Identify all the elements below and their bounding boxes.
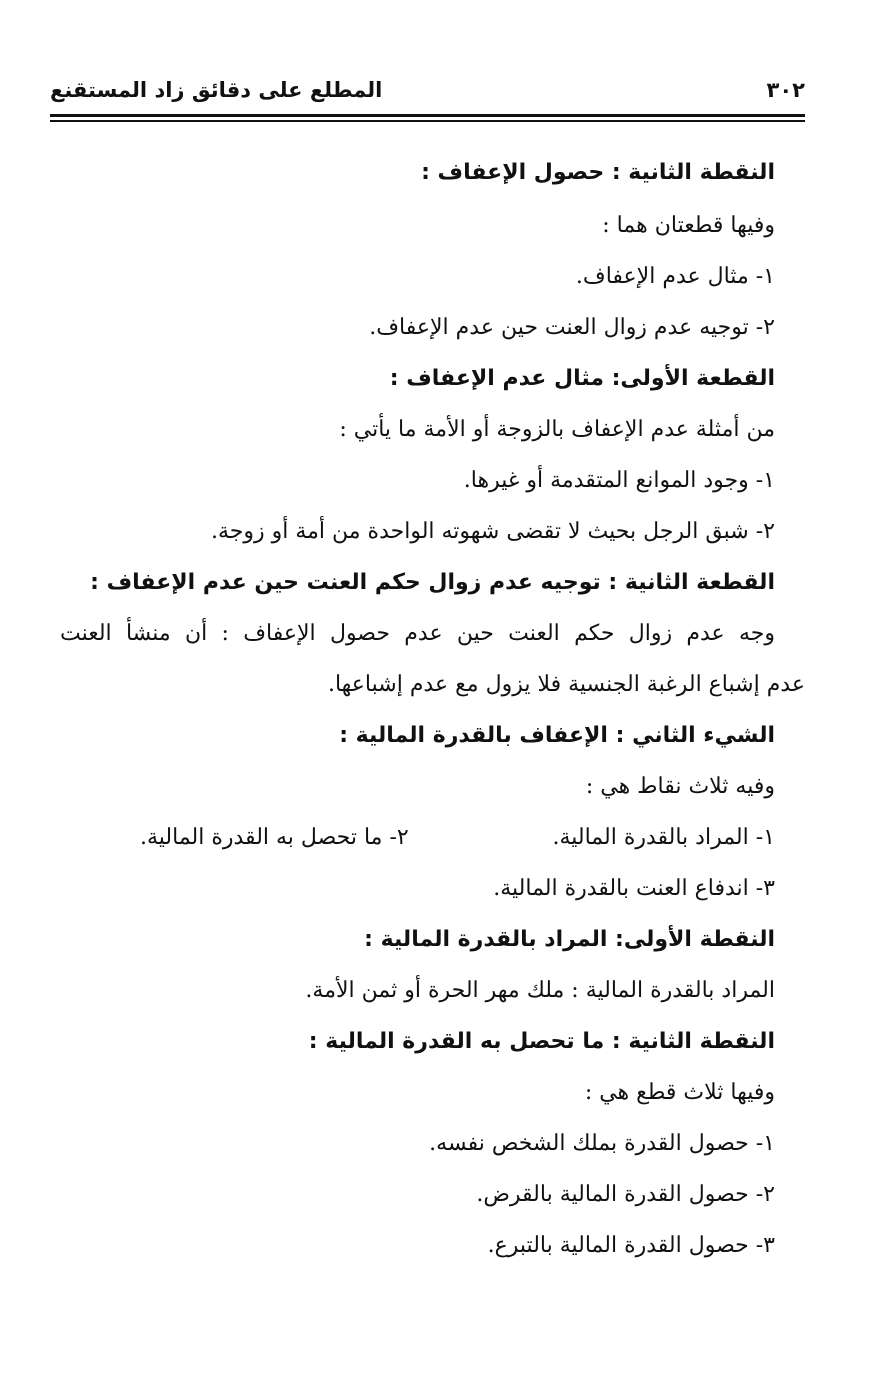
text-line: من أمثلة عدم الإعفاف بالزوجة أو الأمة ما يأتي : [339, 417, 775, 442]
text-line: وفيها ثلاث قطع هي : [584, 1080, 775, 1105]
text-line: ١- حصول القدرة بملك الشخص نفسه. [429, 1131, 775, 1156]
text-line: ٣- اندفاع العنت بالقدرة المالية. [493, 876, 775, 901]
text-line: عدم إشباع الرغبة الجنسية فلا يزول مع عدم إشباعها. [327, 672, 805, 697]
header-rule-thin [50, 120, 805, 122]
text-line: وفيها قطعتان هما : [602, 213, 775, 238]
text-line: ٢- شبق الرجل بحيث لا تقضى شهوته الواحدة من أمة أو زوجة. [210, 519, 775, 544]
text-line: وفيه ثلاث نقاط هي : [585, 774, 775, 799]
section-heading: النقطة الأولى: المراد بالقدرة المالية : [364, 927, 775, 952]
text-line: وجه عدم زوال حكم العنت حين عدم حصول الإعفاف : أن منشأ العنت [60, 621, 775, 646]
book-title: المطلع على دقائق زاد المستقنع [50, 78, 383, 102]
text-line: ٢- توجيه عدم زوال العنت حين عدم الإعفاف. [369, 315, 775, 340]
text-line: المراد بالقدرة المالية : ملك مهر الحرة أو ثمن الأمة. [305, 978, 775, 1003]
page-number: ٣٠٢ [766, 78, 805, 102]
text-line: ١- وجود الموانع المتقدمة أو غيرها. [463, 468, 775, 493]
section-heading: القطعة الأولى: مثال عدم الإعفاف : [389, 366, 775, 391]
section-heading: النقطة الثانية : ما تحصل به القدرة المالية : [308, 1029, 775, 1054]
text-line: ٢- حصول القدرة المالية بالقرض. [476, 1182, 775, 1207]
section-heading: القطعة الثانية : توجيه عدم زوال حكم العنت حين عدم الإعفاف : [90, 570, 775, 595]
header-rule-thick [50, 114, 805, 117]
text-line: ٣- حصول القدرة المالية بالتبرع. [487, 1233, 775, 1258]
text-line: ١- مثال عدم الإعفاف. [575, 264, 775, 289]
section-heading: الشيء الثاني : الإعفاف بالقدرة المالية : [339, 723, 775, 748]
text-line: ١- المراد بالقدرة المالية. [552, 825, 775, 850]
list-item-second-column: ٢- ما تحصل به القدرة المالية. [140, 825, 409, 850]
section-heading: النقطة الثانية : حصول الإعفاف : [421, 160, 775, 185]
running-header [50, 78, 805, 110]
